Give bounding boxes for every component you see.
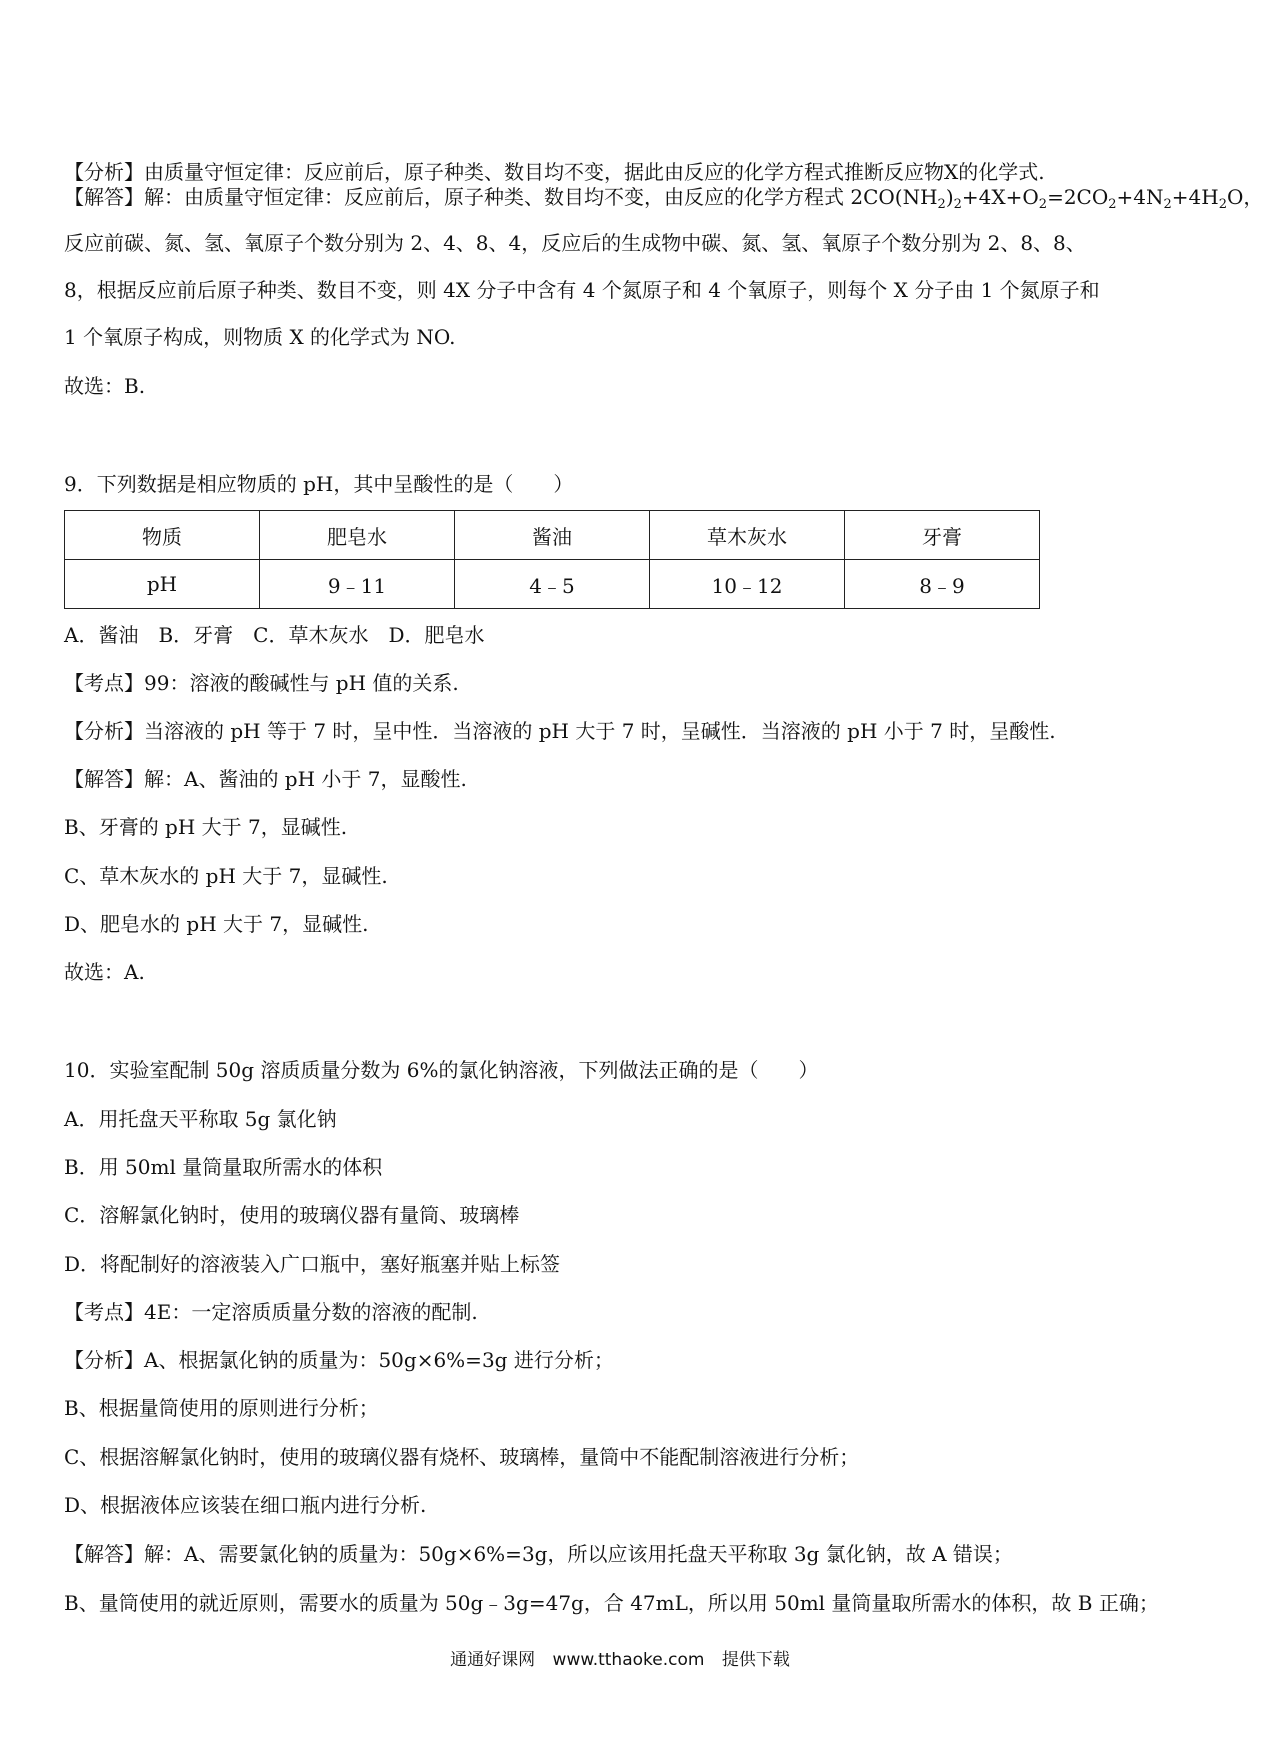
ph-table — [64, 510, 1040, 609]
q10-option-d: D．将配制好的溶液装入广口瓶中，塞好瓶塞并贴上标签 — [64, 1252, 561, 1276]
q10-question: 10．实验室配制 50g 溶质质量分数为 6%的氯化钠溶液，下列做法正确的是（ ） — [64, 1058, 819, 1082]
q10-kaodian: 【考点】4E：一定溶质质量分数的溶液的配制. — [64, 1300, 478, 1324]
q8-answer-line-4: 1 个氧原子构成，则物质 X 的化学式为 NO. — [64, 325, 456, 349]
page-footer — [0, 1645, 1240, 1670]
q9-answer-d: D、肥皂水的 pH 大于 7，显碱性. — [64, 912, 369, 936]
table-cell: 10﹣12 — [650, 560, 845, 609]
q9-options: A．酱油 B．牙膏 C．草木灰水 D．肥皂水 — [64, 623, 485, 647]
q10-answer-a: 【解答】解：A、需要氯化钠的质量为：50g×6%=3g，所以应该用托盘天平称取 3g 氯化钠，故 A 错误； — [64, 1542, 1013, 1566]
q10-analysis-b: B、根据量筒使用的原则进行分析； — [64, 1396, 379, 1420]
q8-answer-line-2: 反应前碳、氮、氢、氧原子个数分别为 2、4、8、4，反应后的生成物中碳、氮、氢、氧原子个数分别为 2、8、8、 — [64, 231, 1086, 255]
table-row — [65, 560, 1040, 609]
q10-option-b: B．用 50ml 量筒量取所需水的体积 — [64, 1155, 383, 1179]
table-cell: 8﹣9 — [845, 560, 1040, 609]
q9-kaodian: 【考点】99：溶液的酸碱性与 pH 值的关系. — [64, 671, 459, 695]
q10-option-c: C．溶解氯化钠时，使用的玻璃仪器有量筒、玻璃棒 — [64, 1203, 520, 1227]
q10-analysis-d: D、根据液体应该装在细口瓶内进行分析. — [64, 1493, 427, 1517]
q10-option-a: A．用托盘天平称取 5g 氯化钠 — [64, 1107, 337, 1131]
q10-answer-b: B、量筒使用的就近原则，需要水的质量为 50g﹣3g=47g，合 47mL，所以用 50ml 量筒量取所需水的体积，故 B 正确； — [64, 1591, 1159, 1615]
table-cell: 酱油 — [455, 511, 650, 560]
table-cell: 牙膏 — [845, 511, 1040, 560]
q8-answer-line-1: 【解答】解：由质量守恒定律：反应前后，原子种类、数目均不变，由反应的化学方程式 $2CO(NH_2)_2+4X+O_2=2CO_2+4N_2+4H_2O$， — [64, 185, 1263, 212]
q9-answer-c: C、草木灰水的 pH 大于 7，显碱性. — [64, 864, 388, 888]
q9-answer-b: B、牙膏的 pH 大于 7，显碱性. — [64, 815, 348, 839]
q9-analysis: 【分析】当溶液的 pH 等于 7 时，呈中性．当溶液的 pH 大于 7 时，呈碱性．当溶液的 pH 小于 7 时，呈酸性. — [64, 719, 1056, 743]
q10-analysis-a: 【分析】A、根据氯化钠的质量为：50g×6%=3g 进行分析； — [64, 1348, 614, 1372]
footer-note: 提供下载 — [721, 1650, 790, 1670]
q9-answer-a: 【解答】解：A、酱油的 pH 小于 7，显酸性. — [64, 767, 467, 791]
footer-url: www.tthaoke.com — [552, 1650, 705, 1670]
footer-site-name: 通通好课网 — [450, 1650, 536, 1670]
q9-choice: 故选：A. — [64, 960, 145, 984]
q8-analysis: 【分析】由质量守恒定律：反应前后，原子种类、数目均不变，据此由反应的化学方程式推断反应物X的化学式. — [64, 160, 1045, 184]
table-cell: 4﹣5 — [455, 560, 650, 609]
table-cell: 9﹣11 — [260, 560, 455, 609]
q9-question: 9．下列数据是相应物质的 pH，其中呈酸性的是（ ） — [64, 472, 574, 496]
q8-answer-line-3: 8，根据反应前后原子种类、数目不变，则 4X 分子中含有 4 个氮原子和 4 个氧原子，则每个 X 分子由 1 个氮原子和 — [64, 278, 1100, 302]
q8-choice: 故选：B. — [64, 374, 146, 398]
table-cell: pH — [65, 560, 260, 609]
table-cell: 草木灰水 — [650, 511, 845, 560]
table-cell: 物质 — [65, 511, 260, 560]
table-header-row — [65, 511, 1040, 560]
q10-analysis-c: C、根据溶解氯化钠时，使用的玻璃仪器有烧杯、玻璃棒，量筒中不能配制溶液进行分析； — [64, 1445, 860, 1469]
table-cell: 肥皂水 — [260, 511, 455, 560]
